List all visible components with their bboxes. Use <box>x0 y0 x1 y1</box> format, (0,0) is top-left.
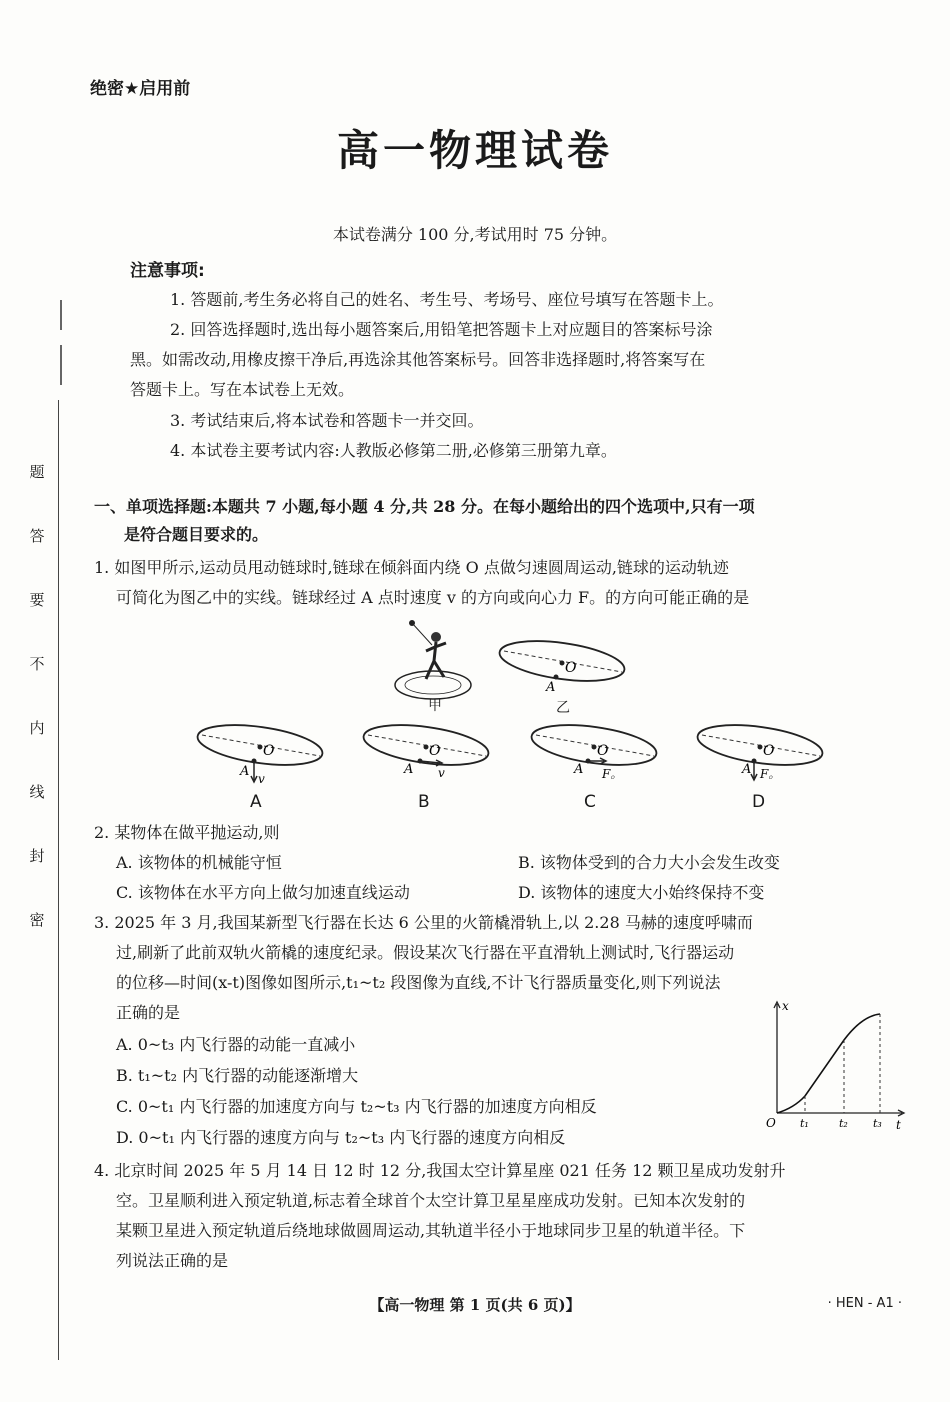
point-a-label: A <box>240 764 250 779</box>
q3-option-b: B. t₁~t₂ 内飞行器的动能逐渐增大 <box>116 1066 359 1085</box>
vector-label: v <box>438 766 445 780</box>
q3-line-3: 的位移—时间(x-t)图像如图所示,t₁~t₂ 段图像为直线,不计飞行器质量变化,则下列说法 <box>116 973 721 992</box>
sidebar-char: 内 <box>29 719 45 737</box>
option-b-label: B <box>418 792 430 812</box>
q4-line-4: 列说法正确的是 <box>116 1251 229 1270</box>
notice-line-5: 3. 考试结束后,将本试卷和答题卡一并交回。 <box>170 411 484 430</box>
q3-line-4: 正确的是 <box>116 1003 181 1022</box>
option-a-figure <box>192 720 332 790</box>
confidential-label: 绝密★启用前 <box>90 79 191 99</box>
q2-stem: 2. 某物体在做平抛运动,则 <box>94 823 280 842</box>
binding-mark <box>60 345 62 385</box>
q4-line-1: 4. 北京时间 2025 年 5 月 14 日 12 时 12 分,我国太空计算星座 021 任务 12 颗卫星成功发射升 <box>94 1161 786 1180</box>
sidebar-char: 密 <box>29 911 45 929</box>
q2-option-b: B. 该物体受到的合力大小会发生改变 <box>518 853 780 872</box>
q3-line-2: 过,刷新了此前双轨火箭橇的速度纪录。假设某次飞行器在平直滑轨上测试时,飞行器运动 <box>116 943 735 962</box>
sidebar-char: 封 <box>29 847 45 865</box>
paper-code: · HEN - A1 · <box>827 1296 902 1311</box>
option-a-label: A <box>250 792 262 812</box>
section-heading <box>94 493 914 549</box>
option-c-label: C <box>584 792 596 812</box>
option-c-figure <box>526 720 666 790</box>
point-a-label: A <box>546 680 556 695</box>
binding-sidebar <box>26 440 48 952</box>
notice-line-3: 黑。如需改动,用橡皮擦干净后,再选涂其他答案标号。回答非选择题时,将答案写在 <box>130 350 706 369</box>
q1-line-1: 1. 如图甲所示,运动员甩动链球时,链球在倾斜面内绕 O 点做匀速圆周运动,链球的运动轨迹 <box>94 558 729 577</box>
q3-option-c: C. 0~t₁ 内飞行器的加速度方向与 t₂~t₃ 内飞行器的加速度方向相反 <box>116 1097 597 1116</box>
figure-yi-label: 乙 <box>556 700 570 716</box>
tick-t3: t₃ <box>873 1117 882 1130</box>
option-d-figure <box>692 720 832 790</box>
sidebar-char: 要 <box>29 591 45 609</box>
x-axis-label: t <box>896 1118 901 1132</box>
q3-line-1: 3. 2025 年 3 月,我国某新型飞行器在长达 6 公里的火箭橇滑轨上,以 2.28 马赫的速度呼啸而 <box>94 913 753 932</box>
notice-line-6: 4. 本试卷主要考试内容:人教版必修第二册,必修第三册第九章。 <box>170 441 617 460</box>
sidebar-char: 题 <box>29 463 45 481</box>
point-o-label: O <box>429 743 441 759</box>
q2-option-d: D. 该物体的速度大小始终保持不变 <box>518 883 765 902</box>
figure-jia-label: 甲 <box>428 698 442 714</box>
vector-label: v <box>258 772 265 786</box>
point-o-label: O <box>263 743 275 759</box>
y-axis-label: x <box>782 999 789 1013</box>
page-title: 高一物理试卷 <box>336 126 613 175</box>
section-heading-line-1: 一、单项选择题:本题共 7 小题,每小题 4 分,共 28 分。在每小题给出的四个选项中,只有一项 <box>94 497 755 516</box>
notice-heading: 注意事项: <box>130 261 205 281</box>
point-a-label: A <box>742 762 752 777</box>
vector-label: F。 <box>760 767 781 781</box>
q1-line-2: 可简化为图乙中的实线。链球经过 A 点时速度 v 的方向或向心力 F。的方向可能正确的是 <box>116 588 750 607</box>
q4-line-3: 某颗卫星进入预定轨道后绕地球做圆周运动,其轨道半径小于地球同步卫星的轨道半径。下 <box>116 1221 746 1240</box>
score-line: 本试卷满分 100 分,考试用时 75 分钟。 <box>332 225 618 244</box>
notice-line-4: 答题卡上。写在本试卷上无效。 <box>130 380 355 399</box>
sidebar-char: 不 <box>29 655 45 673</box>
xt-graph <box>762 996 912 1136</box>
notice-line-2: 2. 回答选择题时,选出每小题答案后,用铅笔把答题卡上对应题目的答案标号涂 <box>170 320 713 339</box>
point-o-label: O <box>565 660 577 676</box>
sidebar-char: 答 <box>29 527 45 545</box>
origin-label: O <box>766 1116 776 1130</box>
q2-option-c: C. 该物体在水平方向上做匀加速直线运动 <box>116 883 410 902</box>
vector-label: F。 <box>602 767 623 781</box>
binding-mark <box>60 300 62 330</box>
tick-t1: t₁ <box>800 1117 809 1130</box>
q4-line-2: 空。卫星顺利进入预定轨道,标志着全球首个太空计算卫星星座成功发射。已知本次发射的 <box>116 1191 746 1210</box>
section-heading-line-2: 是符合题目要求的。 <box>124 525 269 544</box>
option-d-label: D <box>752 792 766 812</box>
point-o-label: O <box>763 743 775 759</box>
q3-option-d: D. 0~t₁ 内飞行器的速度方向与 t₂~t₃ 内飞行器的速度方向相反 <box>116 1128 566 1147</box>
orbit-figure-yi <box>494 636 634 696</box>
notice-line-1: 1. 答题前,考生务必将自己的姓名、考生号、考场号、座位号填写在答题卡上。 <box>170 290 724 309</box>
q2-option-a: A. 该物体的机械能守恒 <box>116 853 282 872</box>
point-a-label: A <box>404 762 414 777</box>
binding-line <box>58 400 59 1360</box>
page-footer: 【高一物理 第 1 页(共 6 页)】 <box>369 1296 581 1314</box>
point-a-label: A <box>574 762 584 777</box>
tick-t2: t₂ <box>839 1117 848 1130</box>
option-b-figure <box>358 720 498 790</box>
sidebar-char: 线 <box>29 783 45 801</box>
point-o-label: O <box>597 743 609 759</box>
q3-option-a: A. 0~t₃ 内飞行器的动能一直减小 <box>116 1035 356 1054</box>
